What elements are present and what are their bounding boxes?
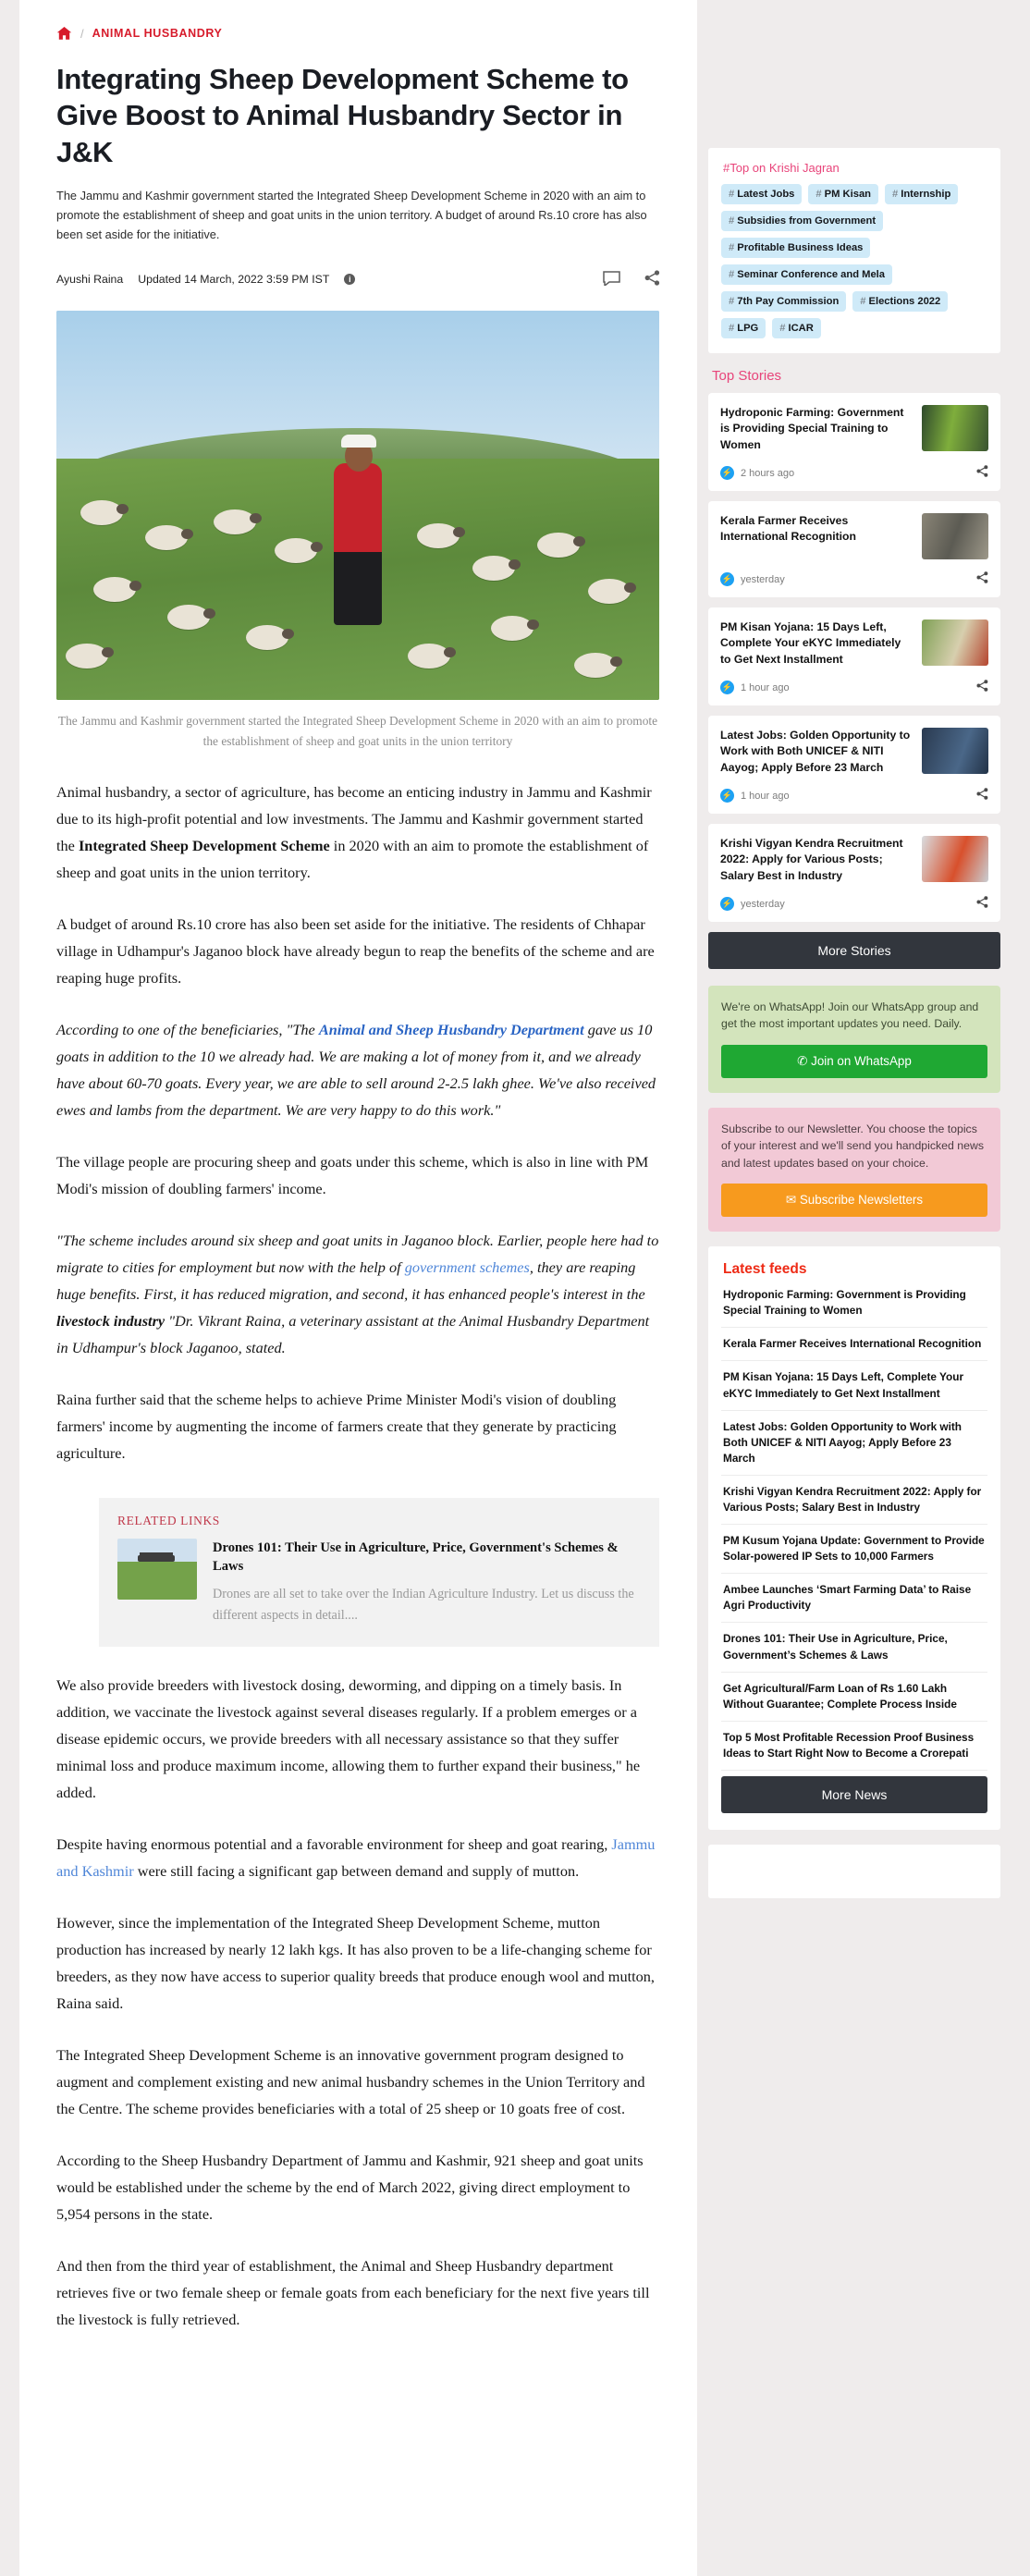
- tag-label: Elections 2022: [868, 296, 941, 307]
- feed-item[interactable]: Latest Jobs: Golden Opportunity to Work with Both UNICEF & NITI Aayog; Apply Before 23 March: [721, 1411, 987, 1476]
- article-column: [19, 0, 697, 2576]
- top-stories-section: [708, 368, 1000, 969]
- tag-label: Seminar Conference and Mela: [737, 269, 886, 280]
- tag-label: Subsidies from Government: [737, 215, 877, 227]
- breadcrumb-separator: /: [80, 26, 84, 41]
- top-stories-title: Top Stories: [712, 368, 782, 384]
- story-timestamp: yesterday: [741, 898, 785, 910]
- paragraph-text: "Dr. Vikrant Raina, a veterinary assistant at the Animal Husbandry Department in Udhampur's block Jaganoo, stated.: [56, 1312, 650, 1357]
- share-icon[interactable]: [976, 896, 988, 913]
- story-meta: [720, 788, 988, 804]
- image-caption: The Jammu and Kashmir government started the Integrated Sheep Development Scheme in 2020 with an aim to promote the establishment of sheep and goat units in the union territory: [57, 714, 658, 748]
- tag-7th-pay-commission[interactable]: [721, 291, 846, 312]
- paragraph: The village people are procuring sheep and goats under this scheme, which is also in line with PM Modi's mission of doubling farmers' income.: [56, 1153, 649, 1198]
- paragraph-text: Animal husbandry, a sector of agriculture, has become an enticing industry in Jammu and Kashmir due to its high-profit potential and low investments. The Jammu and Kashmir government started the: [56, 783, 652, 855]
- latest-feeds-card: [708, 1246, 1000, 1830]
- subscribe-newsletters-label: Subscribe Newsletters: [799, 1193, 924, 1208]
- paragraph-text: Despite having enormous potential and a favorable environment for sheep and goat rearing,: [56, 1834, 612, 1853]
- share-icon[interactable]: [976, 571, 988, 588]
- hash-symbol: #: [729, 296, 735, 307]
- bolt-icon: ⚡: [720, 681, 734, 694]
- tag-lpg[interactable]: [721, 318, 766, 338]
- story-meta: [720, 465, 988, 482]
- paragraph: The Integrated Sheep Development Scheme is an innovative government program designed to augment and complement existing and new animal husbandry schemes in the Union Territory and the Centre. The scheme provides beneficiaries with a total of 25 sheep or 10 goats free of cost.: [56, 2045, 645, 2117]
- related-link-description: Drones are all set to take over the Indian Agriculture Industry. Let us discuss the different aspects in detail....: [213, 1586, 634, 1623]
- article-hero-figure: [56, 311, 660, 751]
- feed-item[interactable]: Drones 101: Their Use in Agriculture, Price, Government’s Schemes & Laws: [721, 1623, 987, 1672]
- feed-item[interactable]: PM Kisan Yojana: 15 Days Left, Complete Your eKYC Immediately to Get Next Installment: [721, 1361, 987, 1410]
- info-icon[interactable]: i: [344, 274, 355, 285]
- tag-pm-kisan[interactable]: [808, 184, 878, 204]
- breadcrumb-category[interactable]: ANIMAL HUSBANDRY: [92, 27, 223, 40]
- tag-icar[interactable]: [772, 318, 821, 338]
- story-top: [720, 728, 988, 776]
- hash-symbol: #: [815, 189, 822, 200]
- story-headline[interactable]: PM Kisan Yojana: 15 Days Left, Complete Your eKYC Immediately to Get Next Installment: [720, 619, 901, 666]
- shepherd-figure: [334, 463, 382, 625]
- inline-link-animal-sheep-husbandry-department[interactable]: Animal and Sheep Husbandry Department: [318, 1021, 584, 1039]
- related-link-text: [213, 1539, 641, 1625]
- feed-item[interactable]: Hydroponic Farming: Government is Providing Special Training to Women: [721, 1285, 987, 1328]
- sidebar: [697, 0, 1010, 1898]
- feed-item[interactable]: PM Kusum Yojana Update: Government to Provide Solar-powered IP Sets to 10,000 Farmers: [721, 1525, 987, 1574]
- paragraph: However, since the implementation of the Integrated Sheep Development Scheme, mutton production has increased by nearly 12 lakh kgs. It has also proven to be a life-changing scheme for breeders, as they now have access to superior quality breeds that produce enough wool and mutton, Raina said.: [56, 1913, 655, 2012]
- whatsapp-promo-text: We're on WhatsApp! Join our WhatsApp group and get the most important updates you need. Daily.: [721, 1000, 979, 1031]
- story-headline[interactable]: Hydroponic Farming: Government is Providing Special Training to Women: [720, 406, 904, 451]
- hash-symbol: #: [892, 189, 899, 200]
- story-thumbnail: [922, 728, 988, 774]
- paragraph: [56, 1227, 659, 1361]
- story-headline[interactable]: Krishi Vigyan Kendra Recruitment 2022: Apply for Various Posts; Salary Best in Industry: [720, 836, 903, 882]
- tag-label: 7th Pay Commission: [737, 296, 840, 307]
- story-meta: [720, 571, 988, 588]
- whatsapp-icon: ✆: [797, 1053, 808, 1068]
- byline-actions: [603, 270, 660, 288]
- tag-label: LPG: [737, 323, 759, 334]
- paragraph-text: gave us 10 goats in addition to the 10 we already had. We are making a lot of money from it, and we already have about 60-70 goats. Every year, we are able to sell around 2-2.5 lakh ghee. We've also received ewes and lambs from the department. We are very happy to do this work.": [56, 1021, 656, 1120]
- paragraph: Raina further said that the scheme helps to achieve Prime Minister Modi's vision of doubling farmers' income by augmenting the income of farmers create that they generate by practicing agriculture.: [56, 1391, 617, 1463]
- inline-link-government-schemes[interactable]: government schemes: [404, 1258, 530, 1277]
- story-card[interactable]: [708, 393, 1000, 491]
- breadcrumb: [56, 26, 660, 41]
- join-whatsapp-label: Join on WhatsApp: [811, 1053, 912, 1068]
- home-icon[interactable]: [56, 26, 72, 41]
- paragraph: And then from the third year of establishment, the Animal and Sheep Husbandry department retrieves five or two female sheep or female goats from each beneficiary for the next five years till the livestock is fully retrieved.: [56, 2256, 650, 2328]
- story-top: [720, 513, 988, 559]
- story-card[interactable]: [708, 716, 1000, 814]
- story-card[interactable]: [708, 607, 1000, 705]
- bolt-icon: ⚡: [720, 897, 734, 911]
- story-top: [720, 836, 988, 884]
- tag-profitable-business-ideas[interactable]: [721, 238, 870, 258]
- share-icon[interactable]: [976, 465, 988, 482]
- whatsapp-promo-card: [708, 986, 1000, 1093]
- envelope-icon: ✉: [785, 1193, 797, 1208]
- bolt-icon: ⚡: [720, 789, 734, 803]
- story-top: [720, 619, 988, 668]
- bolt-icon: ⚡: [720, 466, 734, 480]
- story-headline[interactable]: Latest Jobs: Golden Opportunity to Work with Both UNICEF & NITI Aayog; Apply Before 23 March: [720, 728, 911, 774]
- hero-image: [56, 311, 659, 700]
- comment-icon[interactable]: [603, 271, 620, 288]
- hash-symbol: #: [729, 242, 735, 253]
- tag-label: Profitable Business Ideas: [737, 242, 864, 253]
- tag-subsidies-from-government[interactable]: [721, 211, 883, 231]
- paragraph: [56, 1831, 659, 1884]
- story-thumbnail: [922, 836, 988, 882]
- tag-label: Internship: [901, 189, 951, 200]
- top-tags-title: #Top on Krishi Jagran: [723, 161, 840, 175]
- story-top: [720, 405, 988, 453]
- tag-latest-jobs[interactable]: [721, 184, 802, 204]
- paragraph: We also provide breeders with livestock dosing, deworming, and dipping on a timely basis. In addition, we vaccinate the livestock against several diseases regularly. If a problem emerges or a disease epidemic occurs, we provide breeders with all necessary assistance so that they suffer minimal loss and produce maximum income, allowing them to further expand their business," he added.: [56, 1675, 641, 1801]
- top-tags-card: [708, 148, 1000, 353]
- feed-item[interactable]: Krishi Vigyan Kendra Recruitment 2022: Apply for Various Posts; Salary Best in Industry: [721, 1476, 987, 1525]
- related-links-label: RELATED LINKS: [117, 1514, 220, 1528]
- share-icon[interactable]: [976, 680, 988, 696]
- feed-item[interactable]: Get Agricultural/Farm Loan of Rs 1.60 Lakh Without Guarantee; Complete Process Inside: [721, 1673, 987, 1722]
- paragraph-text: in 2020 with an aim to promote the establishment of sheep and goat units in the union territory.: [56, 837, 649, 882]
- paragraph: A budget of around Rs.10 crore has also been set aside for the initiative. The residents of Chhapar village in Udhampur's Jaganoo block have already begun to reap the benefits of the scheme and are reaping huge profits.: [56, 915, 655, 987]
- hash-symbol: #: [729, 269, 735, 280]
- page-title: Integrating Sheep Development Scheme to Give Boost to Animal Husbandry Sector in J&K: [56, 63, 629, 168]
- story-timestamp: 1 hour ago: [741, 790, 790, 802]
- paragraph-text: "The scheme includes around six sheep and goat units in Jaganoo block. Earlier, people here had to migrate to cities for employment but now with the help of: [56, 1232, 659, 1277]
- hash-symbol: #: [729, 189, 735, 200]
- tag-elections-2022[interactable]: [852, 291, 948, 312]
- join-whatsapp-button[interactable]: [721, 1045, 987, 1078]
- story-thumbnail: [922, 619, 988, 666]
- story-card[interactable]: [708, 501, 1000, 597]
- story-card[interactable]: [708, 824, 1000, 922]
- more-news-button[interactable]: More News: [721, 1776, 987, 1813]
- hash-symbol: #: [729, 323, 735, 334]
- feed-item[interactable]: Ambee Launches ‘Smart Farming Data’ to Raise Agri Productivity: [721, 1574, 987, 1623]
- related-link-item[interactable]: [117, 1539, 641, 1625]
- feed-item[interactable]: Top 5 Most Profitable Recession Proof Business Ideas to Start Right Now to Become a Crorepati: [721, 1722, 987, 1771]
- top-tags-list: [721, 184, 987, 338]
- bolt-icon: ⚡: [720, 572, 734, 586]
- article-body: [56, 779, 659, 2332]
- paragraph-text: were still facing a significant gap between demand and supply of mutton.: [133, 1861, 580, 1880]
- newsletter-promo-text: Subscribe to our Newsletter. You choose the topics of your interest and we'll send you handpicked news and latest updates based on your choice.: [721, 1122, 984, 1170]
- latest-feeds-title: Latest feeds: [723, 1261, 807, 1278]
- story-timestamp: yesterday: [741, 573, 785, 585]
- shepherd-cap: [341, 435, 376, 448]
- related-links-box: [99, 1498, 659, 1646]
- hash-symbol: #: [729, 215, 735, 227]
- more-stories-button[interactable]: More Stories: [708, 932, 1000, 969]
- story-timestamp: 2 hours ago: [741, 467, 795, 479]
- paragraph-text: , they are reaping huge benefits. First, it has reduced migration, and second, it has enhanced people's interest in the: [56, 1258, 645, 1304]
- sidebar-top-spacer: [708, 0, 1000, 148]
- paragraph: [56, 1016, 659, 1123]
- story-headline[interactable]: Kerala Farmer Receives International Recognition: [720, 513, 856, 544]
- newsletter-promo-card: [708, 1108, 1000, 1232]
- tag-seminar-conference-and-mela[interactable]: [721, 264, 892, 285]
- byline: [56, 270, 660, 301]
- article-standfirst: The Jammu and Kashmir government started the Integrated Sheep Development Scheme in 2020 with an aim to promote the establishment of sheep and goat units in the union territory. A budget of around Rs.10 crore has also been set aside for the initiative.: [56, 189, 647, 242]
- share-icon[interactable]: [644, 270, 660, 288]
- feed-item[interactable]: Kerala Farmer Receives International Recognition: [721, 1328, 987, 1361]
- paragraph: [56, 779, 659, 886]
- paragraph-text: According to one of the beneficiaries, "The: [56, 1021, 319, 1039]
- subscribe-newsletters-button[interactable]: [721, 1184, 987, 1217]
- story-meta: [720, 680, 988, 696]
- tag-label: PM Kisan: [824, 189, 871, 200]
- story-timestamp: 1 hour ago: [741, 681, 790, 693]
- related-link-headline[interactable]: Drones 101: Their Use in Agriculture, Price, Government's Schemes & Laws: [213, 1540, 619, 1575]
- hash-symbol: #: [860, 296, 866, 307]
- hash-symbol: #: [779, 323, 786, 334]
- tag-label: ICAR: [788, 323, 814, 334]
- story-meta: [720, 896, 988, 913]
- tag-label: Latest Jobs: [737, 189, 795, 200]
- tag-internship[interactable]: [885, 184, 958, 204]
- inline-link-jammu-and-kashmir[interactable]: Jammu and Kashmir: [56, 1834, 656, 1880]
- share-icon[interactable]: [976, 788, 988, 804]
- sidebar-ad-placeholder: [708, 1845, 1000, 1898]
- story-thumbnail: [922, 405, 988, 451]
- inline-bold: Integrated Sheep Development Scheme: [78, 837, 330, 855]
- updated-timestamp: Updated 14 March, 2022 3:59 PM IST: [138, 273, 330, 287]
- author-name[interactable]: Ayushi Raina: [56, 273, 124, 287]
- story-thumbnail: [922, 513, 988, 559]
- related-link-thumbnail: [117, 1539, 197, 1600]
- paragraph: According to the Sheep Husbandry Department of Jammu and Kashmir, 921 sheep and goat units would be established under the scheme by the end of March 2022, giving direct employment to 5,954 persons in the state.: [56, 2151, 644, 2223]
- inline-bold: livestock industry: [56, 1312, 166, 1331]
